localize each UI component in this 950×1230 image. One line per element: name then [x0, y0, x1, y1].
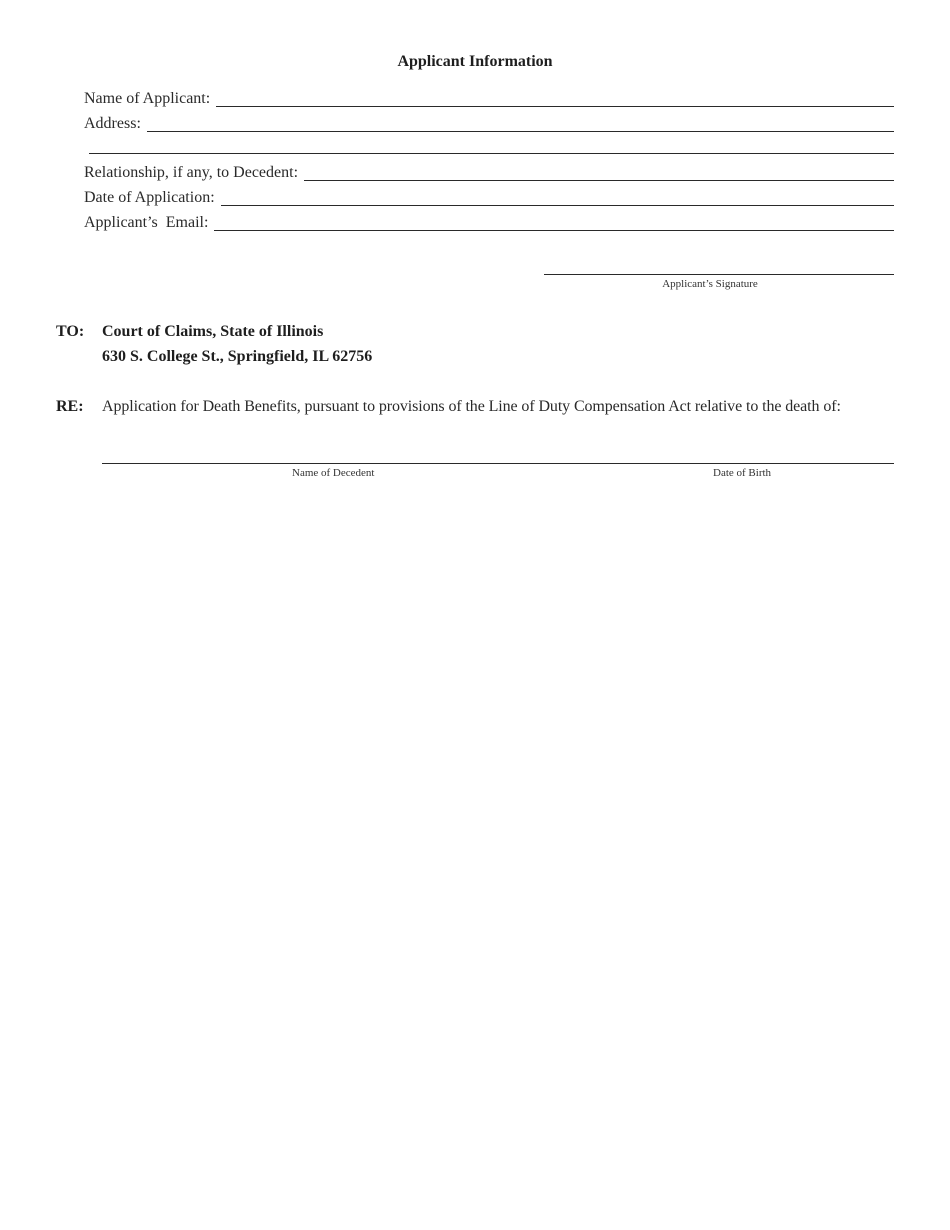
form-title: Applicant Information [397, 53, 553, 70]
email-field[interactable] [214, 214, 894, 231]
application-date-label: Date of Application: [84, 189, 215, 206]
re-label: RE: [56, 398, 84, 415]
email-label: Applicant’s Email: [84, 214, 209, 231]
re-text: Application for Death Benefits, pursuant to provisions of the Line of Duty Compensation Act relative to the death of: [102, 398, 841, 415]
decedent-field[interactable] [102, 463, 894, 464]
address-label: Address: [84, 115, 141, 132]
date-of-birth-caption: Date of Birth [713, 467, 772, 479]
applicant-name-row [84, 89, 894, 109]
email-row [84, 213, 894, 233]
signature-caption: Applicant’s Signature [662, 278, 758, 290]
applicant-name-label: Name of Applicant: [84, 90, 211, 107]
address-field-line2[interactable] [89, 153, 894, 154]
applicant-name-field[interactable] [216, 90, 894, 107]
to-label: TO: [56, 323, 85, 340]
relationship-field[interactable] [304, 164, 894, 181]
decedent-name-caption: Name of Decedent [292, 467, 375, 479]
recipient-name: Court of Claims, State of Illinois [102, 323, 324, 340]
address-field[interactable] [147, 115, 894, 132]
relationship-label: Relationship, if any, to Decedent: [84, 164, 299, 181]
recipient-address: 630 S. College St., Springfield, IL 62756 [102, 348, 373, 365]
application-date-row [84, 188, 894, 208]
address-row [84, 114, 894, 134]
signature-line[interactable] [544, 274, 894, 275]
relationship-row [84, 163, 894, 183]
application-date-field[interactable] [221, 189, 894, 206]
